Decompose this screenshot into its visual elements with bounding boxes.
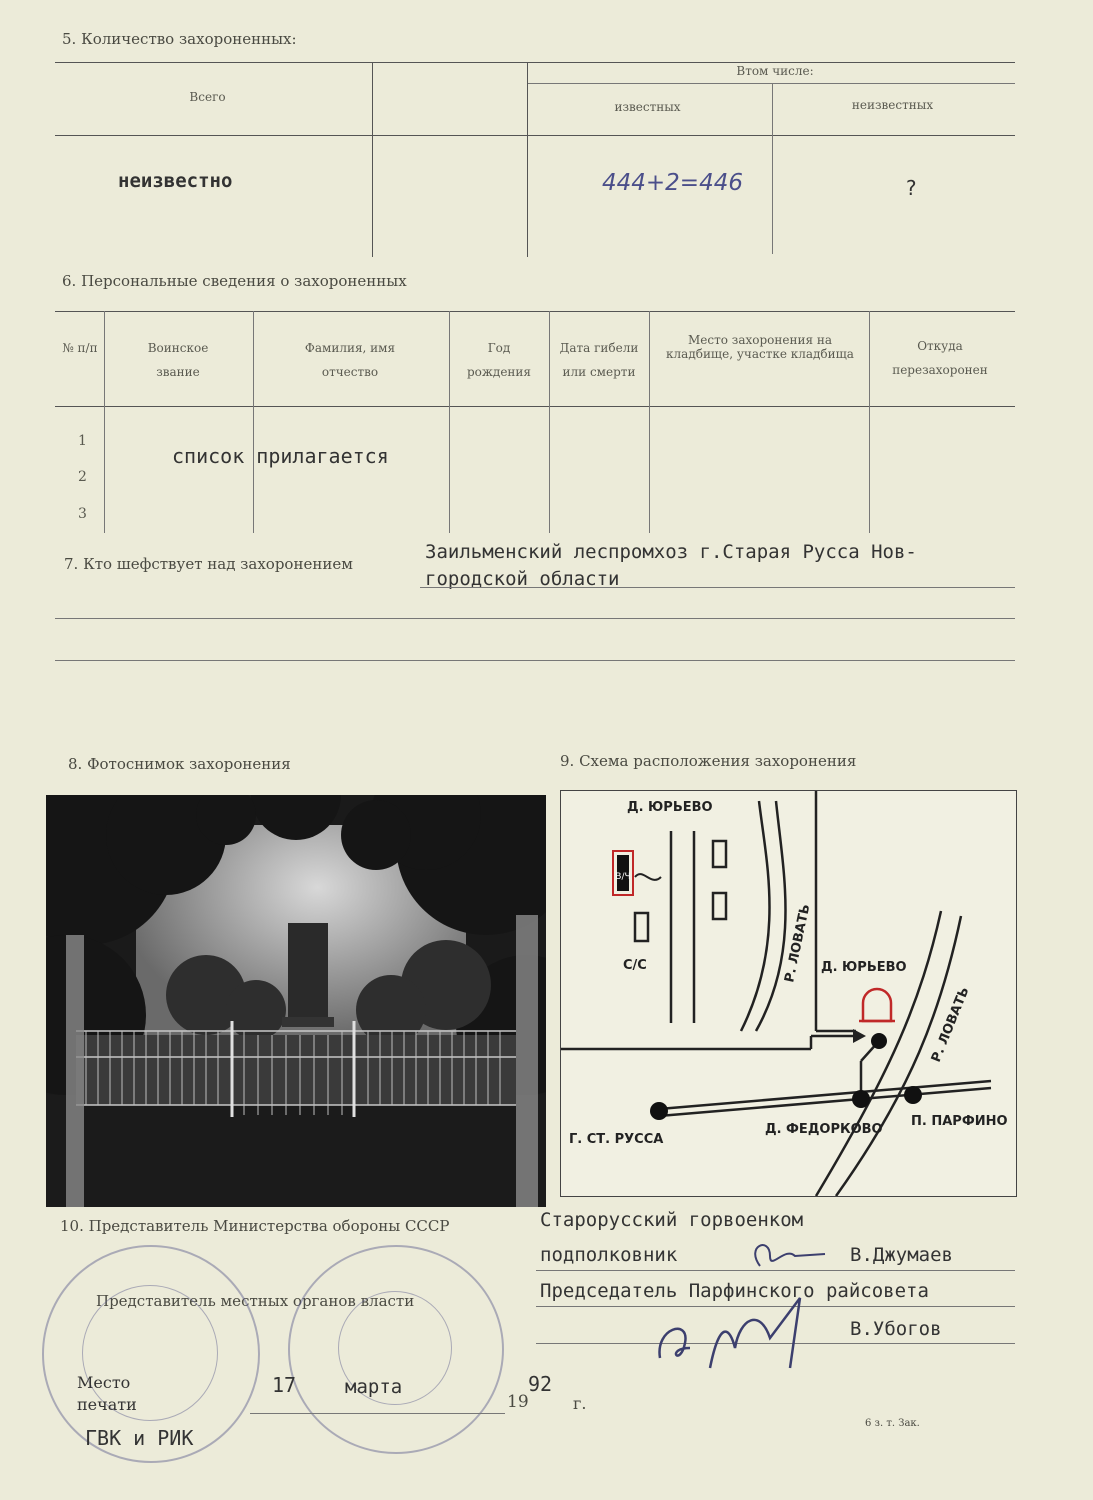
table5-header-unknown: неизвестных: [851, 98, 934, 112]
district-council-stamp: [288, 1245, 504, 1454]
print-code: 6 з. т. Зак.: [865, 1418, 920, 1429]
patron-line1: Заильменский леспромхоз г.Старая Русса Нов-: [425, 541, 917, 563]
burial-photo: [46, 795, 546, 1207]
value-known: 444+2=446: [602, 170, 743, 196]
seal-place-line3: ГВК и РИК: [85, 1426, 194, 1450]
date-underline: [250, 1413, 505, 1414]
seal-place-line1: Место: [77, 1373, 131, 1392]
table6-header-border: [55, 406, 1015, 407]
table6-col-divider: [253, 311, 254, 533]
patron-line2: городской области: [425, 568, 620, 590]
table6-header-name: Фамилия, имя отчество: [304, 341, 396, 379]
location-scheme: [560, 790, 1017, 1197]
table5-header-known: известных: [614, 100, 681, 114]
label-village-council: С/С: [623, 958, 647, 973]
military-unit-label: В/Ч: [615, 872, 631, 882]
table6-col-divider: [649, 311, 650, 533]
row-number: 1: [78, 433, 87, 449]
table5-header-border: [55, 135, 1015, 136]
table6-col-divider: [104, 311, 105, 533]
label-river-2: Р. ЛОВАТЬ: [928, 985, 973, 1065]
date-year-prefix: 19: [507, 1392, 529, 1412]
table5-header-including: Втом числе:: [736, 64, 814, 78]
table6-col-divider: [449, 311, 450, 533]
section8-title: 8. Фотоснимок захоронения: [68, 755, 291, 773]
label-river-1: Р. ЛОВАТЬ: [782, 902, 814, 984]
table6-col-divider: [869, 311, 870, 533]
mo-rank: подполковник: [540, 1244, 678, 1266]
label-fedorkovo: Д. ФЕДОРКОВО: [765, 1122, 883, 1137]
table6-header-death: Дата гибели или смерти: [559, 341, 639, 379]
section9-title: 9. Схема расположения захоронения: [560, 752, 857, 770]
section10-label: 10. Представитель Министерства обороны СССР: [60, 1217, 450, 1235]
blank-line: [55, 660, 1015, 661]
table6-top-border: [55, 311, 1015, 312]
blank-line: [55, 618, 1015, 619]
label-village-right: Д. ЮРЬЕВО: [821, 960, 907, 975]
local-name: В.Убогов: [850, 1318, 942, 1340]
local-signature: [650, 1288, 850, 1378]
value-unknown: ?: [905, 176, 918, 200]
table6-header-from: Откуда перезахоронен: [892, 339, 988, 377]
patron-underline: [420, 587, 1015, 588]
mo-line1: Старорусский горвоенком: [540, 1209, 804, 1231]
table5-sub-border: [527, 83, 1015, 84]
label-town: Г. СТ. РУССА: [569, 1132, 664, 1147]
table5-col-divider: [527, 62, 528, 257]
label-parfino: П. ПАРФИНО: [911, 1114, 1008, 1129]
burial-photo-image: [46, 795, 546, 1207]
table5-top-border: [55, 62, 1015, 63]
seal-place-line2: печати: [77, 1395, 137, 1414]
date-day: 17: [272, 1373, 297, 1397]
value-total: неизвестно: [118, 170, 233, 192]
section7-label: 7. Кто шефствует над захоронением: [64, 555, 353, 573]
row-number: 2: [78, 469, 87, 485]
table6-header-num: № п/п: [62, 341, 98, 355]
mo-name: В.Джумаев: [850, 1244, 953, 1266]
local-authority-label: Представитель местных органов власти: [96, 1292, 415, 1310]
table5-header-total: Всего: [189, 90, 226, 104]
section6-title: 6. Персональные сведения о захороненных: [62, 272, 407, 290]
table6-header-rank: Воинское звание: [147, 341, 209, 379]
row-number: 3: [78, 506, 87, 522]
section5-title: 5. Количество захороненных:: [62, 30, 297, 48]
date-year-suffix-g: г.: [573, 1394, 587, 1413]
local-line1: Председатель Парфинского райсовета: [540, 1280, 929, 1302]
mo-signature: [740, 1236, 830, 1276]
table6-header-place: Место захоронения на кладбище, участке кладбища: [666, 333, 854, 361]
date-month: марта: [345, 1376, 403, 1398]
table6-header-birth: Год рождения: [466, 341, 531, 379]
location-scheme-map: [561, 791, 1016, 1196]
list-attached-note: список прилагается: [172, 444, 389, 468]
date-year-suffix: 92: [528, 1372, 553, 1396]
table5-col-divider: [372, 62, 373, 257]
label-village-top: Д. ЮРЬЕВО: [627, 800, 713, 815]
table5-col-divider: [772, 84, 773, 254]
table6-col-divider: [549, 311, 550, 533]
